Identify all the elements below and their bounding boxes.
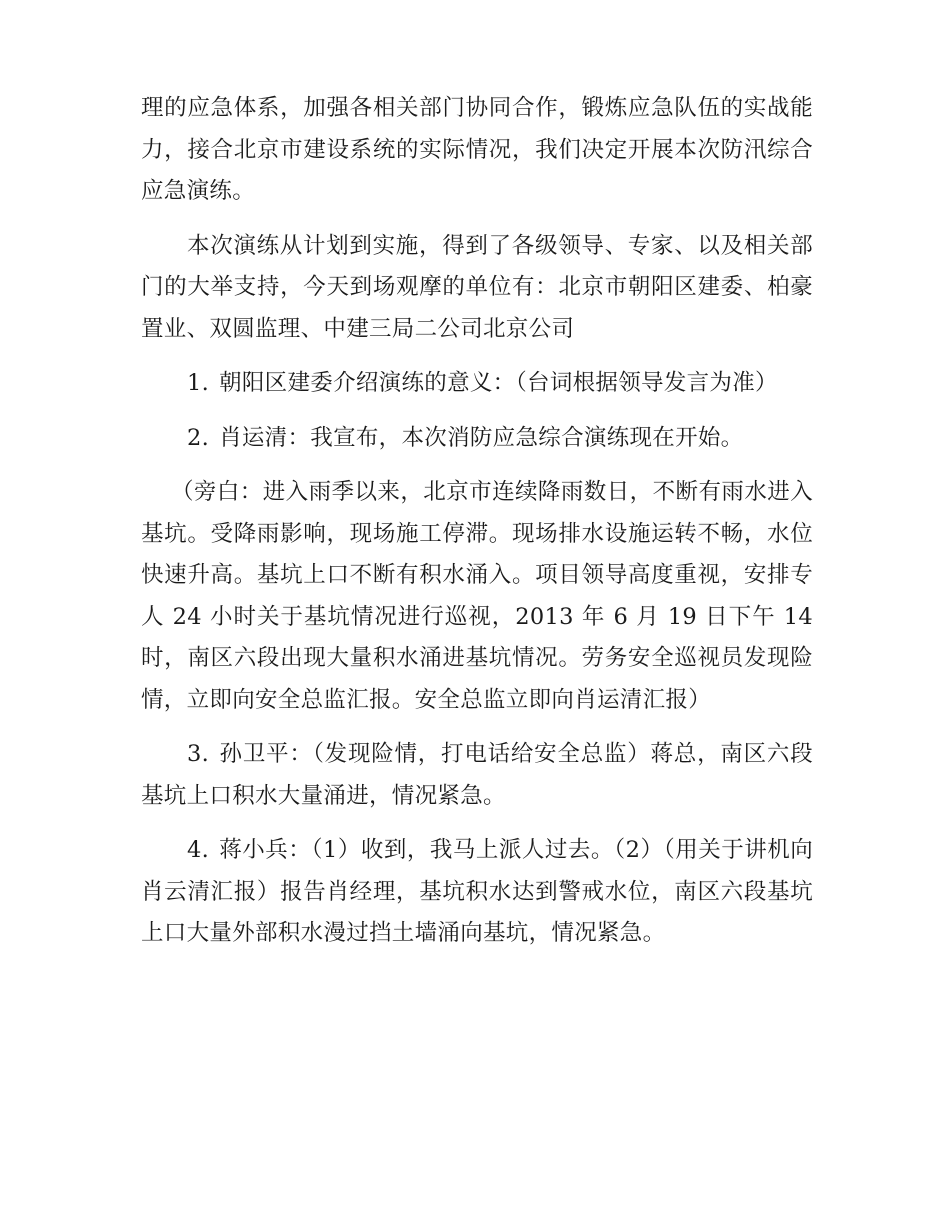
list-item-number: 1. (187, 370, 210, 396)
list-item-number: 2. (187, 424, 210, 451)
list-item-3 (141, 734, 813, 817)
list-item-text: 肖运清：我宣布，本次消防应急综合演练现在开始。 (219, 424, 744, 451)
list-item-1 (141, 363, 813, 405)
narration-paragraph: （旁白：进入雨季以来，北京市连续降雨数日，不断有雨水进入基坑。受降雨影响，现场施工停滞。现场排水设施运转不畅，水位快速升高。基坑上口不断有积水涌入。项目领导高度重视，安排专人 24 小时关于基坑情况进行巡视，2013 年 6 月 19 日下午 14 时，南区六段出现大量积水涌进基坑情况。劳务安全巡视员发现险情，立即向安全总监汇报。安全总监立即向肖运清汇报） (141, 479, 813, 713)
document-body (141, 88, 813, 968)
paragraph-continuation: 理的应急体系，加强各相关部门协同合作，锻炼应急队伍的实战能力，接合北京市建设系统的实际情况，我们决定开展本次防汛综合应急演练。 (141, 95, 813, 204)
list-item-2 (141, 418, 813, 460)
paragraph-observers: 本次演练从计划到实施，得到了各级领导、专家、以及相关部门的大举支持，今天到场观摩的单位有：北京市朝阳区建委、柏豪置业、双圆监理、中建三局二公司北京公司 (141, 232, 813, 342)
list-item-text: 蒋小兵：（1）收到，我马上派人过去。（2）（用关于讲机向肖云清汇报）报告肖经理，基坑积水达到警戒水位，南区六段基坑上口大量外部积水漫过挡土墙涌向基坑，情况紧急。 (141, 837, 813, 946)
list-item-text: 孙卫平：（发现险情，打电话给安全总监）蒋总，南区六段基坑上口积水大量涌进，情况紧急。 (141, 741, 813, 809)
list-item-number: 4. (187, 837, 210, 863)
list-item-4 (141, 830, 813, 955)
list-item-number: 3. (187, 741, 210, 767)
list-item-text: 朝阳区建委介绍演练的意义：（台词根据领导发言为准） (219, 370, 778, 396)
